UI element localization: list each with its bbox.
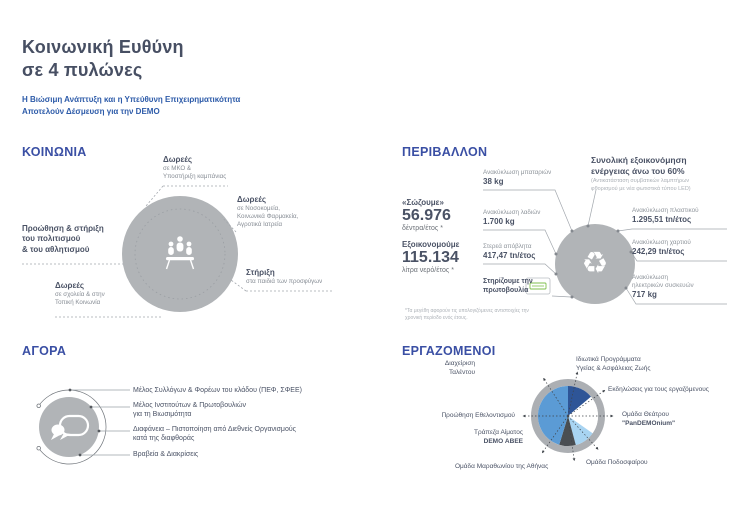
env-initiative-label: Στηρίζουμε την πρωτοβουλία (483, 278, 533, 295)
society-label-schools: Δωρεές σε σχολεία & στην Τοπική Κοινωνία (55, 281, 105, 306)
page-title-line1: Κοινωνική Ευθύνη (22, 37, 184, 57)
society-label-refugees: Στήριξη στα παιδιά των προσφύγων (246, 268, 323, 285)
society-circle (122, 196, 238, 312)
env-stat-batteries: Ανακύκλωση μπαταριών 38 kg (483, 169, 552, 187)
emp-label-health: Ιδιωτικά Προγράμματα Υγείας & Ασφάλειας Ζωής (576, 356, 651, 372)
society-heading: ΚΟΙΝΩΝΙΑ (22, 145, 87, 159)
env-stat-electric: Ανακύκλωση ηλεκτρικών συσκευών 717 kg (632, 274, 694, 300)
market-item-associations: Μέλος Συλλόγων & Φορέων του κλάδου (ΠΕΦ, ΣΦΕΕ) (133, 387, 302, 394)
market-item-institutes: Μέλος Ινστιτούτων & Πρωτοβουλιών για τη Βιωσιμότητα (133, 402, 246, 419)
env-stat-plastic: Ανακύκλωση πλαστικού 1.295,51 tn/έτος (632, 207, 699, 225)
env-stat-oils: Ανακύκλωση λαδιών 1.700 kg (483, 209, 541, 227)
market-heading: ΑΓΟΡΑ (22, 344, 67, 358)
environment-heading: ΠΕΡΙΒΑΛΛΟΝ (402, 145, 488, 159)
env-footnote: *Τα μεγέθη αφορούν τις υπολογιζόμενες αντιστοιχίες την χρονική περίοδο ενός έτους. (405, 308, 529, 321)
page-title (22, 36, 184, 81)
env-stat-waste: Στερεά απόβλητα 417,47 tn/έτος (483, 243, 536, 261)
section-market (0, 340, 370, 500)
section-environment (395, 140, 734, 345)
section-employees (395, 340, 734, 519)
env-stat-trees: «Σώζουμε» 56.976 δέντρα/έτος * (402, 198, 451, 232)
emp-label-volunteering: Προώθηση Εθελοντισμού (441, 412, 515, 419)
market-diagram (0, 340, 370, 500)
society-label-culture: Προώθηση & στήριξη του πολιτισμού & του αθλητισμού (22, 224, 104, 254)
emp-label-talent: Διαχείριση Ταλέντου (444, 360, 475, 376)
page-subtitle (22, 94, 240, 117)
market-item-transparency: Διαφάνεια – Πιστοποίηση από Διεθνείς Οργανισμούς κατά της διαφθοράς (133, 426, 297, 443)
env-stat-paper: Ανακύκλωση χαρτιού 242,29 tn/έτος (632, 239, 691, 257)
emp-label-blood: Τράπεζα Αίματος DEMO ΑΒΕΕ (474, 429, 523, 445)
emp-label-events: Εκδηλώσεις για τους εργαζόμενους (608, 386, 709, 393)
emp-label-marathon: Ομάδα Μαραθωνίου της Αθήνας (455, 463, 549, 470)
page-subtitle-line1: Η Βιώσιμη Ανάπτυξη και η Υπεύθυνη Επιχειρηματικότητα (22, 95, 241, 104)
page-title-line2: σε 4 πυλώνες (22, 59, 143, 80)
env-stat-water: Εξοικονομούμε 115.134 λίτρα νερό/έτος * (402, 240, 460, 274)
emp-label-football: Ομάδα Ποδοσφαίρου (586, 459, 648, 466)
employees-heading: ΕΡΓΑΖΟΜΕΝΟΙ (402, 344, 496, 358)
page-subtitle-line2: Αποτελούν Δέσμευση για την DEMO (22, 106, 160, 116)
society-label-hospitals: Δωρεές σε Νοσοκομεία, Κοινωνικά Φαρμακεία, Αγροτικά Ιατρεία (237, 195, 299, 228)
market-item-awards: Βραβεία & Διακρίσεις (133, 451, 199, 458)
recycle-icon: ♻ (581, 247, 609, 280)
society-label-ngo: Δωρεές σε ΜΚΟ & Υποστήριξη καμπάνιας (163, 155, 227, 180)
emp-label-theater: Ομάδα Θεάτρου "PanDEMOnium" (622, 411, 676, 427)
section-society (0, 140, 345, 340)
env-energy-block: Συνολική εξοικονόμηση ενέργειας άνω του 60% (Αντικατάσταση συμβατικών λαμπτήρων φθορισμού με νέα φωτιστικά τύπου LED) (591, 155, 691, 192)
